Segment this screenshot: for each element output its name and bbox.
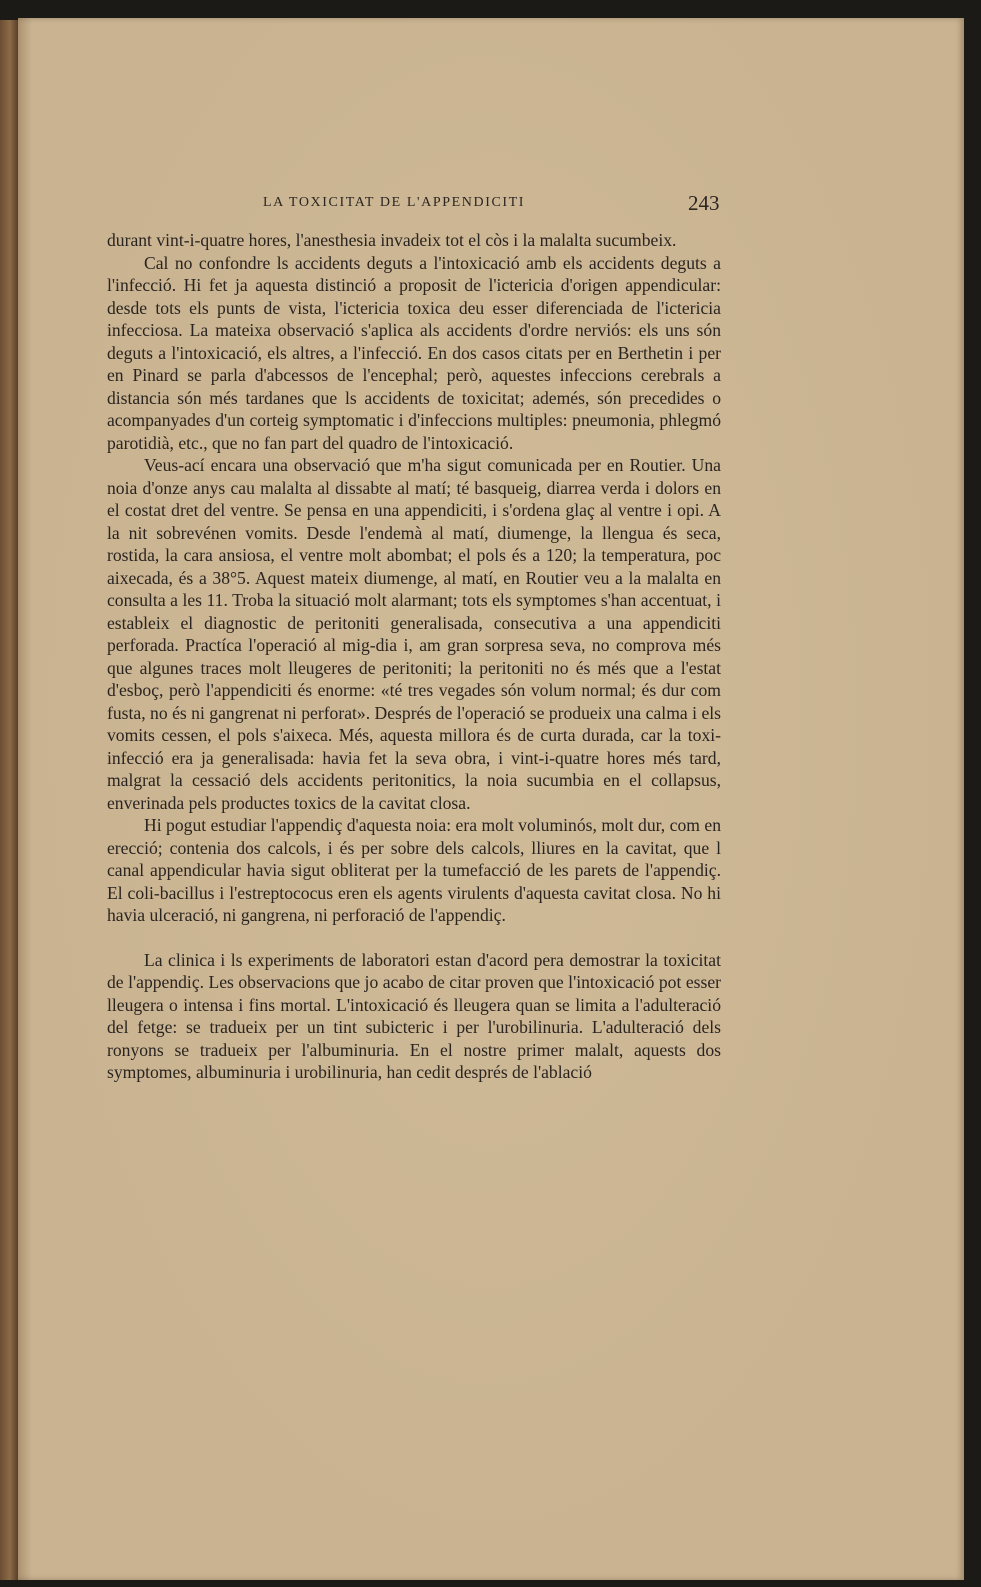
page-header — [18, 185, 964, 225]
running-title: LA TOXICITAT DE L'APPENDICITI — [263, 195, 526, 210]
body-text — [107, 229, 721, 1084]
book-gutter-edge — [0, 20, 18, 1580]
paragraph-1: durant vint-i-quatre hores, l'anesthesia invadeix tot el còs i la malalta sucumbeix. — [107, 230, 677, 250]
book-page — [18, 18, 964, 1580]
page-number: 243 — [688, 191, 720, 215]
paragraph-4: Hi pogut estudiar l'appendiç d'aquesta noia: era molt voluminós, molt dur, com en erecció; contenia dos calcols, i és per sobre dels calcols, lliures en la cavitat, que l canal appendicular havia sigut obliterat per la tumefacció de les parets de l'appendiç. El coli-bacillus i l'estreptococus eren els agents virulents d'aquesta cavitat closa. No hi havia ulceració, ni gangrena, ni perforació de l'appendiç. — [107, 815, 721, 925]
paragraph-5: La clinica i ls experiments de laboratori estan d'acord pera demostrar la toxicitat de l'appendiç. Les observacions que jo acabo de citar proven que l'intoxicació pot esser lleugera o intensa i fins mortal. L'intoxicació és lleugera quan se limita a l'adulteració del fetge: se tradueix per un tint subicteric i per l'urobilinuria. L'adulteració dels ronyons se tradueix per l'albuminuria. En el nostre primer malalt, aquests dos symptomes, albuminuria i urobilinuria, han cedit després de l'ablació — [107, 949, 721, 1082]
paragraph-2: Cal no confondre ls accidents deguts a l'intoxicació amb els accidents deguts a l'infecció. Hi fet ja aquesta distinció a proposit de l'ictericia d'origen appendicular: desde tots els punts de vista, l'ictericia toxica deu esser diferenciada de l'ictericia infecciosa. La mateixa observació s'aplica als accidents d'ordre nerviós: els uns són deguts a l'intoxicació, els altres, a l'infecció. En dos casos citats per en Berthetin i per en Pinard se parla d'abcessos de l'encephal; però, aquestes infeccions cerebrals a distancia són més tardanes que ls accidents de toxicitat; ademés, són precedides o acompanyades d'un corteig symptomatic i d'infeccions multiples: pneumonia, phlegmó parotidià, etc., que no fan part del quadro de l'intoxicació. — [107, 252, 721, 453]
paragraph-3: Veus-ací encara una observació que m'ha sigut comunicada per en Routier. Una noia d'onze anys cau malalta al dissabte al matí; té basqueig, diarrea verda i dolors en el costat dret del ventre. Se pensa en una appendiciti, i s'ordena glaç al ventre i opi. A la nit sobrevénen vomits. Desde l'endemà al matí, diumenge, la llengua és seca, rostida, la cara ansiosa, el ventre molt abombat; el pols és a 120; la temperatura, poc aixecada, és a 38°5. Aquest mateix diumenge, al matí, en Routier veu a la malalta en consulta a les 11. Troba la situació molt alarmant; tots els symptomes s'han accentuat, i estableix el diagnostic de peritoniti generalisada, consecutiva a una appendiciti perforada. Practíca l'operació al mig-dia i, am gran sorpresa seva, no comprova més que algunes traces molt lleugeres de peritoniti; la peritoniti no és més que a l'estat d'esboç, però l'appendiciti és enorme: «té tres vegades són volum normal; és dur com fusta, no és ni gangrenat ni perforat». Després de l'operació se produeix una calma i els vomits cessen, el pols s'aixeca. Més, aquesta millora és de curta durada, car la toxi-infecció era ja generalisada: havia fet la seva obra, i vint-i-quatre hores més tard, malgrat la cessació dels accidents peritonitics, la noia sucumbia en el collapsus, enverinada pels productes toxics de la cavitat closa. — [107, 455, 721, 813]
